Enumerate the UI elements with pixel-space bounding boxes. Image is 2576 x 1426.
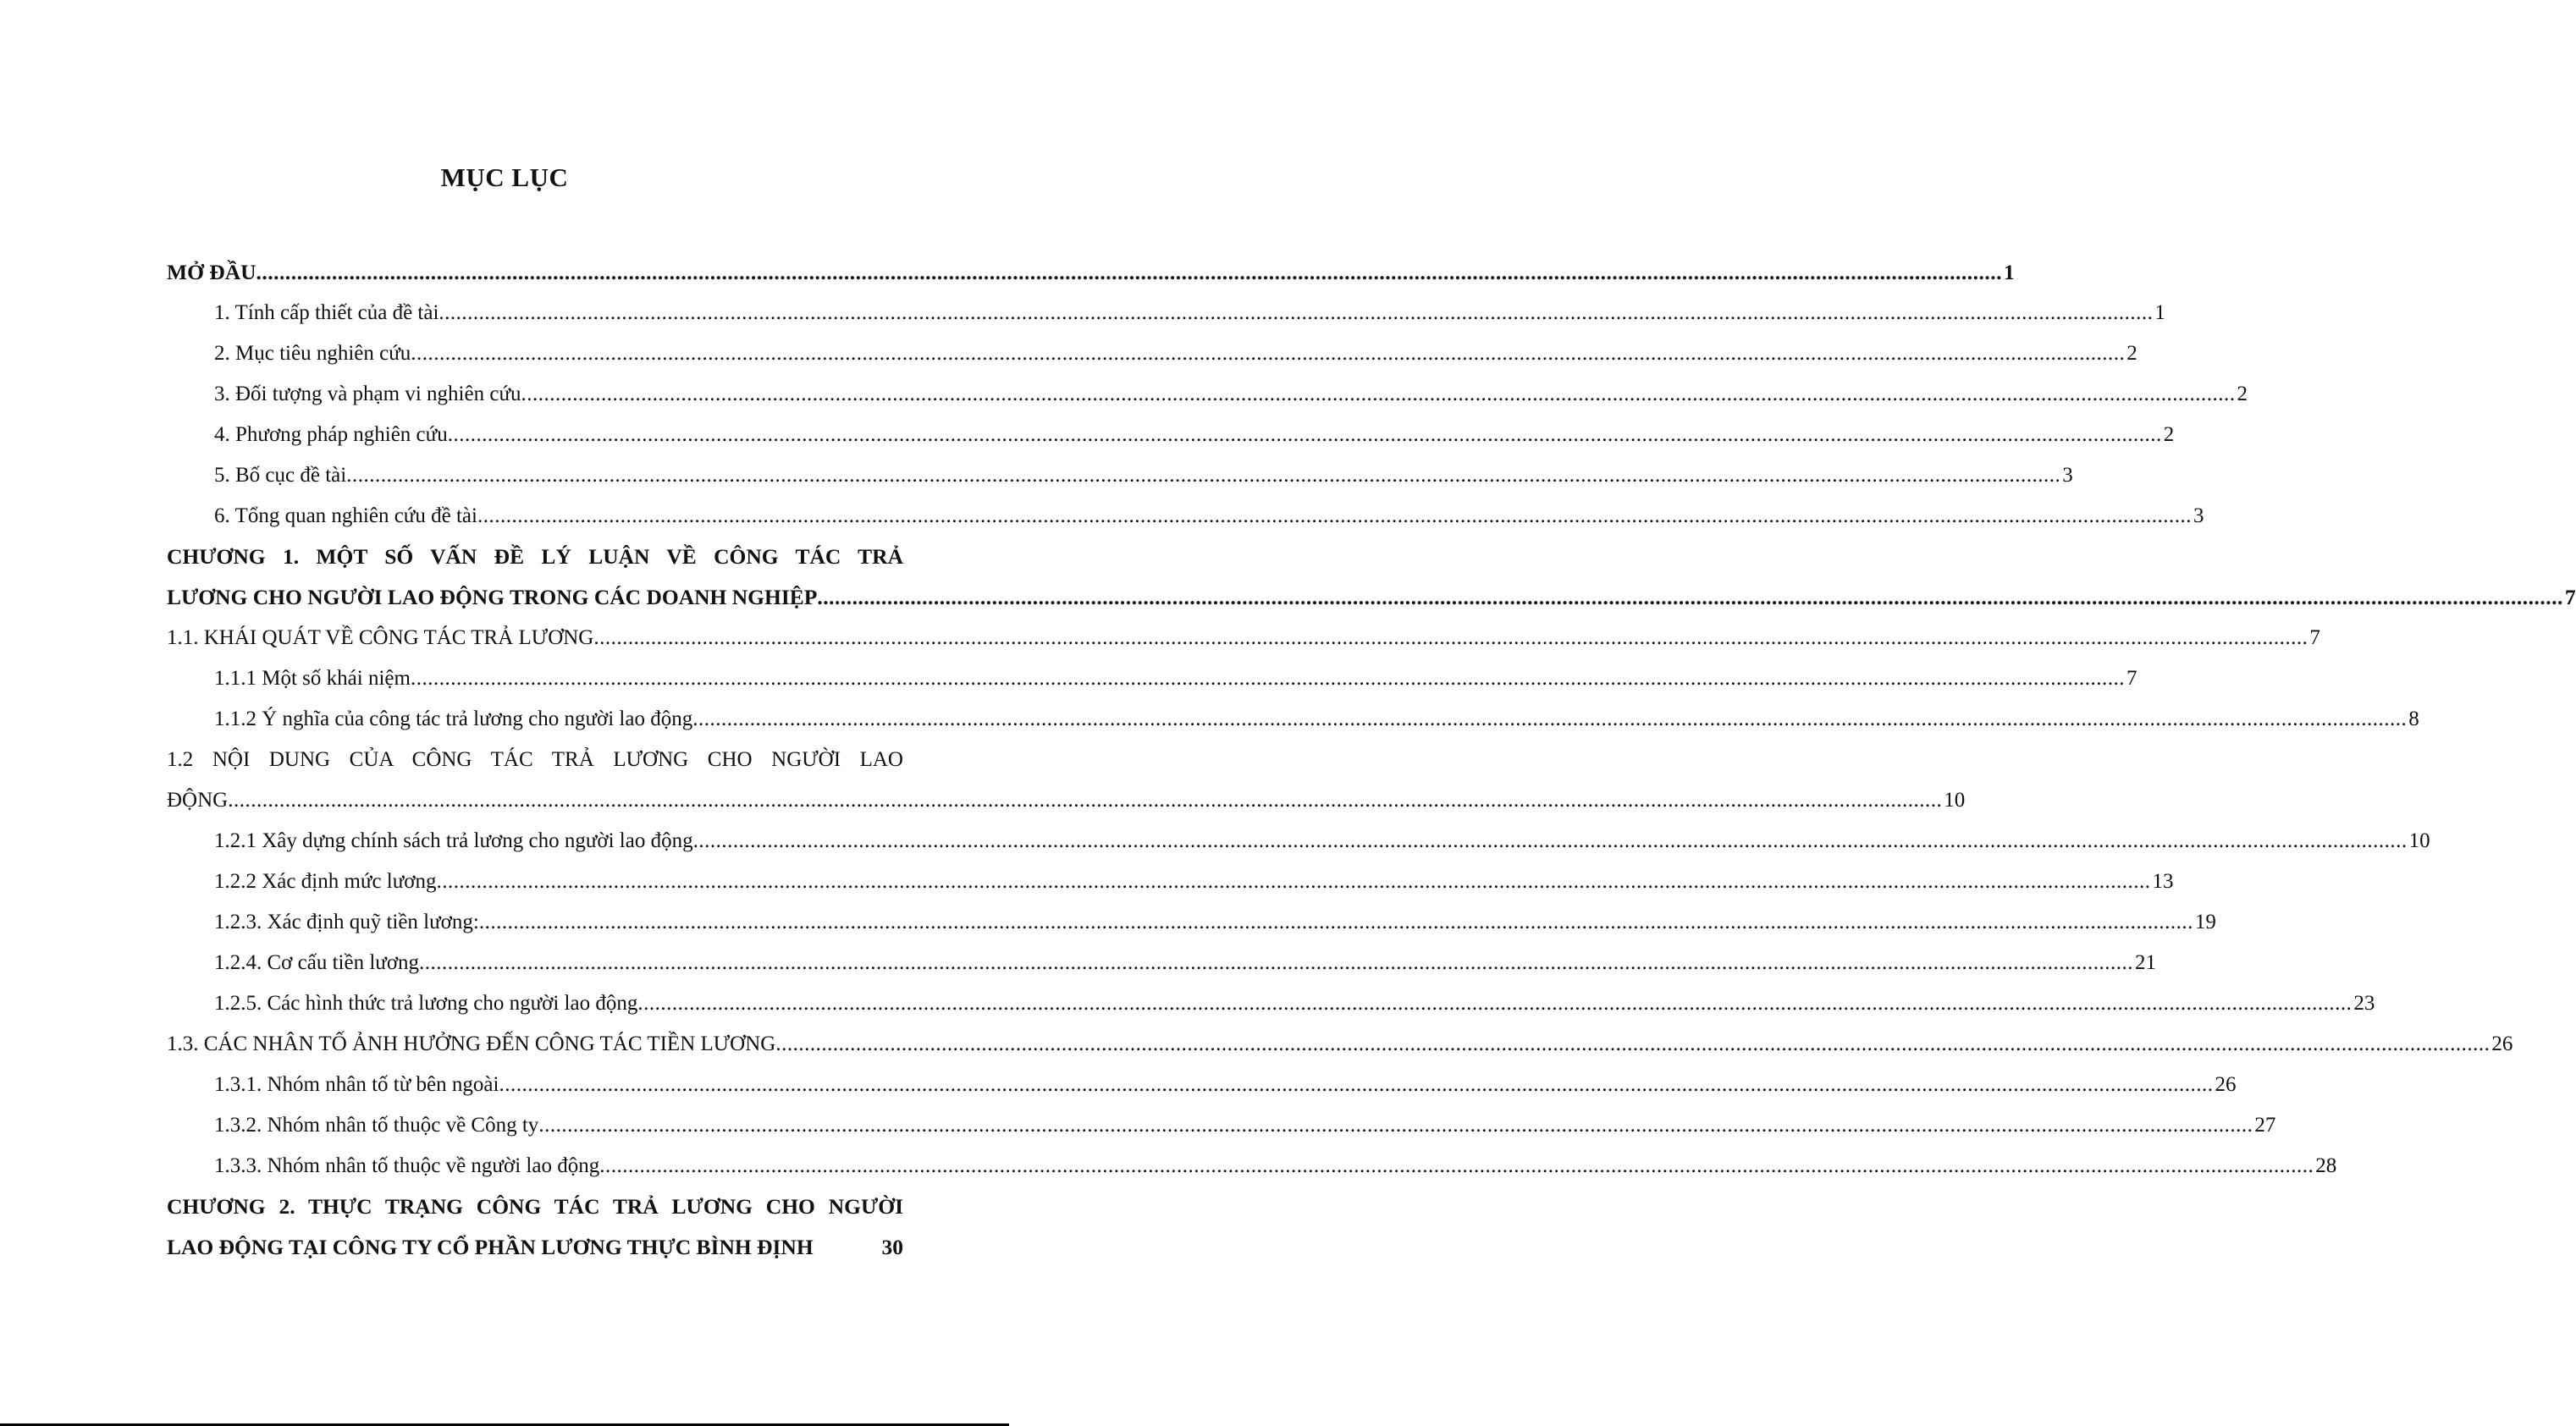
- leader-dots: ............................................................................................................................................................................................................................................................................................................: [637, 992, 2353, 1015]
- toc-entry-text: 1.1.1 Một số khái niệm: [214, 667, 411, 690]
- leader-dots: ............................................................................................................................................................................................................................................................................................................: [521, 383, 2236, 405]
- toc-entry[interactable]: [167, 252, 2015, 293]
- toc-entry[interactable]: [167, 1065, 2237, 1105]
- leader-dots: ............................................................................................................................................................................................................................................................................................................: [599, 1154, 2314, 1177]
- toc-entry-text: 1. Tính cấp thiết của đề tài: [214, 301, 439, 324]
- toc-entry-text: 6. Tổng quan nghiên cứu đề tài: [214, 504, 477, 527]
- leader-dots: ............................................................................................................................................................................................................................................................................................................: [447, 423, 2162, 446]
- toc-entry-text: CHƯƠNG 2. THỰC TRẠNG CÔNG TÁC TRẢ LƯƠNG CHO NGƯỜI: [167, 1194, 903, 1219]
- toc-entry-text: 1.3. CÁC NHÂN TỐ ẢNH HƯỞNG ĐẾN CÔNG TÁC TIỀN LƯƠNG: [167, 1032, 776, 1055]
- toc-entry-text: 2. Mục tiêu nghiên cứu: [214, 342, 411, 365]
- leader-dots: ............................................................................................................................................................................................................................................................................................................: [411, 342, 2126, 365]
- leader-dots: ............................................................................................................................................................................................................................................................................................................: [410, 667, 2125, 690]
- toc-entry[interactable]: [167, 1146, 2337, 1186]
- toc-entry-text: LƯƠNG CHO NGƯỜI LAO ĐỘNG TRONG CÁC DOANH NGHIỆP: [167, 585, 818, 609]
- toc-entry-text: 1.2.5. Các hình thức trả lương cho người lao động: [214, 992, 638, 1015]
- toc-entry[interactable]: [167, 496, 2204, 537]
- toc-page-number: 13: [2152, 870, 2174, 893]
- toc-entry[interactable]: [167, 618, 2320, 658]
- toc-entry[interactable]: [167, 983, 2375, 1024]
- toc-page-number: 7: [2126, 667, 2137, 690]
- toc-entry-text: CHƯƠNG 1. MỘT SỐ VẤN ĐỀ LÝ LUẬN VỀ CÔNG TÁC TRẢ: [167, 544, 903, 569]
- toc-page-number: 3: [2062, 464, 2073, 487]
- leader-dots: ............................................................................................................................................................................................................................................................................................................: [477, 504, 2192, 527]
- toc-entry[interactable]: [167, 415, 2175, 455]
- toc-entry-text: ĐỘNG: [167, 789, 229, 812]
- leader-dots: ............................................................................................................................................................................................................................................................................................................: [817, 585, 2563, 609]
- leader-dots: ............................................................................................................................................................................................................................................................................................................: [499, 1073, 2214, 1096]
- toc-entry[interactable]: [167, 374, 2248, 415]
- toc-page-number: 3: [2193, 504, 2204, 527]
- toc-page-number: 8: [2408, 707, 2419, 730]
- toc-entry-text: 1.2.2 Xác định mức lương: [214, 870, 437, 893]
- toc-entry[interactable]: [167, 293, 2165, 333]
- toc-page-number: 10: [2408, 829, 2430, 852]
- leader-dots: ............................................................................................................................................................................................................................................................................................................: [256, 260, 2003, 284]
- toc-title: MỤC LỤC: [440, 162, 569, 192]
- toc-page-number: 27: [2254, 1114, 2276, 1137]
- toc-entry-text: 1.3.1. Nhóm nhân tố từ bên ngoài: [214, 1073, 499, 1096]
- toc-entry[interactable]: [167, 699, 2419, 740]
- toc-entry-text: LAO ĐỘNG TẠI CÔNG TY CỔ PHẦN LƯƠNG THỰC BÌNH ĐỊNH: [167, 1235, 814, 1259]
- toc-entry[interactable]: [167, 1105, 2276, 1146]
- toc-entry-text: 1.3.3. Nhóm nhân tố thuộc về người lao động: [214, 1154, 600, 1177]
- toc-entry[interactable]: [167, 1024, 2513, 1065]
- toc-page-number: 7: [2564, 585, 2576, 609]
- leader-dots: ............................................................................................................................................................................................................................................................................................................: [692, 707, 2408, 730]
- leader-dots: ............................................................................................................................................................................................................................................................................................................: [439, 301, 2154, 324]
- toc-entry[interactable]: [167, 1186, 903, 1227]
- toc-page-number: 1: [2154, 301, 2165, 324]
- toc-entry-text: 5. Bố cục đề tài: [214, 464, 347, 487]
- toc-entry[interactable]: [167, 740, 903, 780]
- toc-entry-text: 3. Đối tượng và phạm vi nghiên cứu: [214, 383, 521, 405]
- toc-entry[interactable]: [167, 333, 2137, 374]
- toc-page-number: 10: [1944, 789, 1966, 812]
- toc-page-number: 23: [2353, 992, 2375, 1015]
- leader-dots: ............................................................................................................................................................................................................................................................................................................: [692, 829, 2408, 852]
- toc-entry[interactable]: [167, 455, 2073, 496]
- toc-entry-text: MỞ ĐẦU: [167, 260, 256, 284]
- leader-dots: ............................................................................................................................................................................................................................................................................................................: [538, 1114, 2253, 1137]
- toc-entry-text: 1.1.2 Ý nghĩa của công tác trả lương cho người lao động: [214, 707, 693, 730]
- toc-page-number: 30: [881, 1235, 903, 1259]
- leader-dots: ............................................................................................................................................................................................................................................................................................................: [419, 951, 2134, 974]
- toc-entry[interactable]: [167, 577, 2576, 618]
- toc-entry-text: 1.2.4. Cơ cấu tiền lương: [214, 951, 420, 974]
- leader-dots: ............................................................................................................................................................................................................................................................................................................: [346, 464, 2061, 487]
- toc-page-number: 2: [2237, 383, 2248, 405]
- toc-entry-text: 1.3.2. Nhóm nhân tố thuộc về Công ty: [214, 1114, 539, 1137]
- leader-dots: ............................................................................................................................................................................................................................................................................................................: [593, 626, 2308, 649]
- toc-entry[interactable]: [167, 780, 1966, 821]
- toc-page-number: 21: [2135, 951, 2157, 974]
- toc-entry-text: 1.2 NỘI DUNG CỦA CÔNG TÁC TRẢ LƯƠNG CHO NGƯỜI LAO: [167, 748, 903, 771]
- toc-entry-text: 1.2.1 Xây dựng chính sách trả lương cho người lao động: [214, 829, 693, 852]
- toc-page-number: 26: [2491, 1032, 2513, 1055]
- toc-entry[interactable]: [167, 821, 2430, 862]
- leader-dots: ............................................................................................................................................................................................................................................................................................................: [775, 1032, 2491, 1055]
- toc-page-number: 1: [2004, 260, 2015, 284]
- toc-entry-text: 1.1. KHÁI QUÁT VỀ CÔNG TÁC TRẢ LƯƠNG: [167, 626, 594, 649]
- leader-dots: ............................................................................................................................................................................................................................................................................................................: [228, 789, 1943, 812]
- toc-page-number: 2: [2126, 342, 2137, 365]
- toc-entry[interactable]: [167, 1227, 903, 1268]
- toc-entry[interactable]: [167, 943, 2157, 983]
- toc-page-number: 19: [2194, 911, 2216, 933]
- toc-entry[interactable]: [167, 658, 2137, 699]
- leader-dots: ............................................................................................................................................................................................................................................................................................................: [436, 870, 2151, 893]
- toc-entry-text: 4. Phương pháp nghiên cứu: [214, 423, 448, 446]
- toc-entry[interactable]: [167, 537, 903, 577]
- toc-page-number: 7: [2309, 626, 2320, 649]
- toc-page-number: 28: [2315, 1154, 2337, 1177]
- toc-page-number: 26: [2215, 1073, 2237, 1096]
- toc-page-number: 2: [2163, 423, 2175, 446]
- toc-entry[interactable]: [167, 862, 2174, 902]
- table-of-contents: [167, 252, 2576, 1268]
- toc-entry[interactable]: [167, 902, 2216, 943]
- toc-entry-text: 1.2.3. Xác định quỹ tiền lương:: [214, 911, 479, 933]
- leader-dots: ............................................................................................................................................................................................................................................................................................................: [478, 911, 2193, 933]
